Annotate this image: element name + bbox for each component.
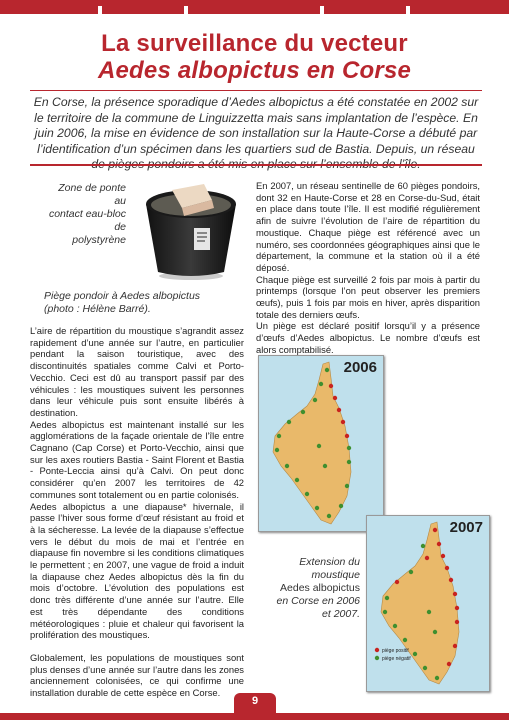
body-paragraph: L’aire de répartition du moustique s’agrandit assez rapidement d’une année sur l’autre, en particulier pendant la saison touristique, avec des discontinuités spatiales comme Calvi et Porto-Vecchio. Ceci est dû au transport passif par des véhicules : les moustiques suivent les personnes dans leur véhicule puis sont ensuite libérés à destination. [30,325,244,418]
left-column [30,325,244,699]
pot-label-line: polystyrène [72,234,126,246]
maps-caption-line: Extension du [299,556,360,568]
title-rule [30,90,482,91]
maps-caption-line: moustique [311,569,360,581]
pot-label-line: Zone de ponte au [58,182,126,207]
map-2007 [366,515,490,692]
corsica-map-2006 [259,356,383,531]
body-paragraph: Aedes albopictus a une diapause* hivernale, il passe l’hiver sous forme d’œuf résistant au froid et à la sécheresse. La levée de la diapause s’effectue vers le début du mois de mai et l’entrée en diapause fin novembre si les conditions climatiques le permettent ; en 2007, une vague de froid a induit la diapause chez Aedes albopictus dès la fin du mois d’octobre. L’évolution des populations est donc très différente d’une année sur l’autre. Elle est très dépendante des conditions météorologiques : pluie et chaleur qui favorisent la prolifération des moustiques. [30,500,244,641]
section-separator [30,164,482,166]
trap-pot-photo [142,178,240,280]
page-title-line2: Aedes albopictus en Corse [97,57,412,84]
pot-caption-line: Piège pondoir à Aedes albopictus [44,290,201,302]
intro-paragraph: En Corse, la présence sporadique d’Aedes albopictus a été constatée en 2002 sur le territoire de la commune de Linguizzetta mais sans implantation de l’espèce. En juin 2006, la mise en évidence de son installation sur la Haute-Corse a débuté par l’identification d’un spécimen dans les quartiers sud de Bastia. Depuis, un réseau [33,95,479,156]
right-column [256,180,480,356]
body-paragraph: Aedes albopictus est maintenant installé sur les agglomérations de la façade orientale de l’île entre Cagnano (Cap Corse) et Porto-Vecchio, ainsi que sur les axes routiers Bastia - Saint Florent et Bastia - Ponte-Leccia ainsi qu’à Calvi. On peut donc considérer qu’en 2007 les territoires de 42 communes sont totalement ou en partie colonisés. [30,418,244,500]
bottom-bar [0,713,509,720]
body-paragraph: Un piège est déclaré positif lorsqu’il y a présence d’œufs d’Aedes albopictus. Le nombre d’œufs est alors comptabilisé. [256,320,480,355]
legend-positive: piège positif [382,648,409,654]
corsica-map-2007 [367,516,489,691]
body-paragraph: En 2007, un réseau sentinelle de 60 pièges pondoirs, dont 32 en Haute-Corse et 28 en Corse-du-Sud, était en place dans toute l’île. Il est modifié régulièrement afin de suivre l’évolution de l’aire de répartition du moustique. Chaque piège est référencé avec un numéro, ses coordonnées géographiques ainsi que le département, la commune et la station où il a été déposé. [256,180,480,273]
top-bar-tick [406,6,410,14]
top-bar-tick [184,6,188,14]
maps-caption-line: en Corse en 2006 [276,595,360,607]
maps-caption-line: et 2007. [322,608,360,620]
maps-caption [262,556,360,621]
map-year-label: 2006 [343,359,377,376]
pot-caption-line: (photo : Hélène Barré). [44,303,151,315]
pot-caption [44,290,234,316]
top-bar-tick [320,6,324,14]
page-number: 9 [251,695,259,707]
body-paragraph: Globalement, les populations de moustiques sont plus denses d’une année sur l’autre dans les zones anciennement colonisées, ce qui confirme une installation durable de cette espèce en Corse. [30,651,244,699]
legend-negative: piège négatif [382,656,411,662]
top-bar [0,0,509,14]
pot-label-line: contact eau-bloc de [48,208,126,233]
maps-caption-line: Aedes albopictus [280,582,360,594]
pot-label [44,182,126,247]
body-paragraph [30,641,244,652]
map-year-label: 2007 [449,519,483,536]
page-title-line1: La surveillance du vecteur [101,30,408,57]
top-bar-tick [98,6,102,14]
body-paragraph: Chaque piège est surveillé 2 fois par mois à partir du printemps (lorsque l’on peut observer les premiers œufs), puis 1 fois par mois en hiver, après disparition totale des derniers œufs. [256,273,480,320]
map-2006 [258,355,384,532]
